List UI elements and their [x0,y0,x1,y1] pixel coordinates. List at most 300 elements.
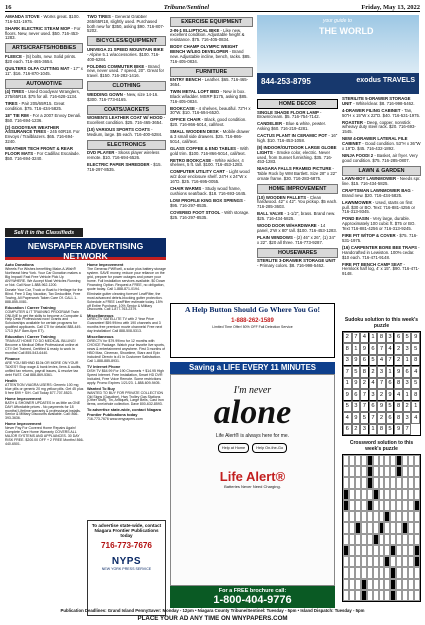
sudoku-cell: 5 [411,378,420,389]
sudoku-cell: 4 [377,355,386,366]
network-section-heading: Home Improvement [5,421,42,427]
network-left-column [5,262,84,517]
classified-ad [87,151,166,161]
ad-body: - Blue & white, pewter. Asking $60. 716-219-4281. [257,121,327,132]
issue-date: Friday, May 13, 2022 [361,3,420,11]
network-ad: The Generac PWRcell, a solar plus battery storage system. SAVE money, reduce your reliance on the grid, prepare for power outages and power your home. Full installation services available. $0 Down Financing Option. Request a FREE, no obligation, quote today. Call 1-888-871-0194. [87,267,166,291]
exodus-logo: exodus TRAVELS [356,77,415,84]
category-housewares: HOUSEWARES [257,248,338,258]
ad-title: OFFICE CHAIR [170,117,201,123]
ad-title: WEDDING GOWN [87,91,123,97]
ad-body: - 4 shelves, beautiful. 72"H x 30"W. $10. 716-694-6520. [170,105,251,116]
sudoku-cell: 1 [369,424,378,435]
lifealert-tagline: Batteries Never Need Charging. [224,483,281,489]
classified-ad [87,15,166,34]
ad-title: FOLDING COMMUTER BIKE [87,63,145,69]
ad-title: UNIVEGA 21 SPEED MOUNTAIN BIKE [87,46,164,52]
sudoku-cell: 6 [360,355,369,366]
sudoku-cell: 5 [411,343,420,354]
column-4 [257,97,338,302]
sudoku-cell: 8 [377,332,386,343]
ad-title: FIRE PIT BENCH CAMP SEAT [342,261,403,267]
sudoku-cell: 7 [377,378,386,389]
network-section-heading: TV Internet Phone [87,363,121,369]
ad-body: - New in box. Black w/ladder. MSRP $175, asking $85. 716-405-0834. [170,88,248,104]
ad-body: - 1-1/2", brass. Brand new. $25. 716-434-5825. [257,211,336,222]
network-section-heading: Wanted To Buy [87,385,115,391]
ad-title: NINJA FOODI 2 [342,152,374,158]
sudoku-cell: 5 [343,401,352,412]
sudoku-cell: 8 [394,378,403,389]
sudoku-cell: 4 [411,412,420,423]
network-ad: Donate Your Car, Truck or Boat to Heritage for the Blind. Free 3 Day Vacation, Tax Deductible, Free Towing, All Paperwork Taken Care Of. CALL 1-888-855-0081. [5,287,83,304]
classified-ad [170,159,253,169]
network-grid [5,262,166,517]
sudoku-title: Sudoku solution to this week's puzzle [344,317,419,329]
ad-body: - With gold trim. $100. 716-866-5014, call/text. [170,145,249,156]
crossword-cell [414,590,420,601]
sudoku-cell: 9 [394,366,403,377]
classified-ad [87,116,166,126]
category-lawn-garden: LAWN & GARDEN [342,166,421,176]
promo-phone: 716-773-7676 [101,541,152,551]
ad-title: COMPUTER UTILITY CART [170,169,226,175]
sudoku-cell: 3 [403,343,412,354]
crossword-cell [414,567,420,578]
sudoku-cell: 6 [386,412,395,423]
sudoku-cell: 3 [369,389,378,400]
ad-title: WEATHER TECH FRONT & REAR FLOOR MATS [5,146,73,156]
sudoku-cell: 7 [360,389,369,400]
sudoku-cell: 5 [352,366,361,377]
ad-body: - Brand new. $20. 716-434-5825. [342,188,414,198]
network-ad: COMPUTER & IT TRAINING PROGRAM! Train ONLINE to get the skills to become a Computer & Help Desk Professional now! Grants and Scholarships available for certain programs for qualified applicants. Call CTI for details! 888-449-1713 (M-F 8am-6pm ET). [5,309,83,334]
sudoku-cell: 2 [352,424,361,435]
sudoku-cell: 1 [352,343,361,354]
classified-ad [87,163,166,173]
ad-title: TWO TIRES [87,15,111,19]
ad-body: - Pair 205/65R15. Great condition. $75. 716-434-5825. [5,100,65,111]
sudoku-cell: 2 [360,378,369,389]
brochure-phone: 1-800-404-9776 [213,593,292,606]
classified-ad [342,263,421,277]
sudoku-cell: 5 [386,424,395,435]
crossword-cell [414,466,420,477]
ad-body: - Handcrafted in Lewiston. 100% cedar. $10 each. 716-471-9148. [342,244,420,260]
ad-title: (10) VARIOUS SPORTS COATS [87,126,150,132]
network-section-heading: Miscellaneous [87,334,114,340]
sudoku-cell: 6 [369,343,378,354]
ad-title: COVERED FOOT STOOL [170,209,221,215]
network-ad: DISH TV $64.99 For 190 Channels + $14.95 High Speed Internet. Free Installation, Smart HD DVR Included, Free Voice Remote. Some restrictions apply. Promo Expires 1/21/23. 1-888-609-9405. [87,368,165,385]
ad-body: - For a 2007 Envoy Denali. $50. 716-694-1236. [5,112,82,123]
nyps-promo [87,520,166,616]
crossword-title: Crossword solution to this week's puzzle [349,440,414,452]
ad-title: FIRE PIT W/TOP & COVER [342,233,396,239]
ad-body: - $75. 716-531-1975. [342,233,418,243]
ad-title: CHAIR WARMS [170,186,202,192]
classified-ad [170,170,253,184]
network-section-heading: Education / Career Training [5,334,56,340]
classified-ad [170,147,253,157]
classified-ad [87,48,166,62]
network-ad: BATH & SHOWER UPDATES in as little as ONE DAY! Affordable prices - No payments for 18 months! Lifetime warranty & professional installs. Senior & Military Discounts available. Call: 866-393-3636. [5,400,81,421]
ad-title: LOW PROFILE KING BOX SPRINGS [170,197,243,203]
crossword-cell [414,489,420,500]
classified-ad [257,111,338,121]
classified-ad [170,107,253,117]
mobilehelp-headline: A Help Button Should Go Where You Go! [184,305,321,314]
category-electronics: ELECTRONICS [87,140,166,150]
ad-title: AMANDA STOVE [5,15,40,19]
lifealert-line2: alone [213,394,292,432]
ad-title: ROASTER [342,119,364,125]
ad-body: - Light wood w/2 door enclosure shelf. 24"H x 24"W x 16"D. $25. 716-695-0055. [170,169,250,185]
mobilehelp-ad [170,303,335,358]
crossword-cell [414,455,420,466]
sudoku-cell: 1 [369,332,378,343]
sudoku-cell: 7 [403,424,412,435]
sudoku-cell: 7 [369,412,378,423]
nyps-logo-sub: NEW YORK PRESS SERVICE [101,566,152,571]
classified-ad [87,128,166,138]
sudoku-cell: 1 [411,401,420,412]
classified-ad [5,147,83,161]
ad-title: 18" TIE RIM [5,112,29,118]
network-ad: Eliminate gutter cleaning forever! LeafFilter, the most advanced debris-blocking gutter protection. Schedule a FREE LeafFilter estimate today. 15% off Entire Purchase. 10% Senior & Military Discounts. Call 1-877-763-2379. [87,291,163,312]
sudoku-cell: 2 [394,343,403,354]
category-clothing: CLOTHING [87,81,166,91]
sudoku-cell: 7 [386,355,395,366]
classified-ad [342,109,421,119]
sudoku-cell: 3 [403,412,412,423]
lifealert-banner: Saving a LIFE EVERY 11 MINUTES [170,362,335,374]
ad-title: DVD PLAYER [87,150,115,156]
brochure-banner [170,586,335,608]
classified-ad [5,102,83,112]
ad-body: - Excellent condition. $25. 716-465-3654. [87,115,166,125]
sudoku-cell: 3 [352,401,361,412]
mobilehelp-phone: 1-888-262-1589 [231,317,274,324]
sudoku-cell: 3 [377,366,386,377]
classified-ad [342,177,421,187]
crossword-cell [414,556,420,567]
classified-ad [170,130,253,144]
network-ad: ARE YOU BEHIND $10k OR MORE ON YOUR TAXES? Stop wage & bank levies, liens & audits, unfiled tax returns, payroll issues, & resolve tax debt FAST. Call 888-869-5361. [5,361,82,377]
sudoku-cell: 8 [377,424,386,435]
ad-body: - 17" x 11". $16. 716-870-1045. [5,65,83,76]
ad-body: - Smoke color, electric. Never used, from Sunset furnishing. $35. 716-453-1283. [257,149,333,165]
ad-body: - 245 60R18. For Envoys / Trailblazers. $65. 716-694-3240. [5,129,80,145]
ad-title: CANDELIER [257,121,283,127]
ad-title: SMALL WOODEN DESK [170,129,219,135]
ad-body: - Brown/cream. $5. 716-754-7142. [257,109,322,120]
crossword-cell [414,534,420,545]
brochure-text: For a FREE brochure call: [218,587,287,594]
network-section-heading: To advertise state-wide, contact Niagara Frontier Publications today [87,407,162,417]
classified-ad [170,199,253,209]
category-bicycles: BICYCLES/EQUIPMENT [87,36,166,46]
ad-title: BOOKCASE [170,105,195,111]
crossword-cell [414,579,420,590]
ad-body: - 16" high. $10. 716-453-1058. [257,133,338,143]
sudoku-cell: 2 [343,332,352,343]
page-number: 16 [5,3,12,11]
sudoku-cell: 9 [352,378,361,389]
sudoku-cell: 4 [343,412,352,423]
ad-body: - White wicker, 4 shelves, 5 ft. tall. $100. 716-453-1283. [170,157,244,168]
ad-body: - Used Goodyear Wranglers, 275/65R18. $75 for all. 716-628-1134. [5,89,80,99]
ad-title: (16) CARPENTER BORE BEE TRAPS [342,244,417,250]
ad-title: (10) WOODEN PALLETS [257,194,307,200]
mobilehelp-offer: Limited Time Offer! 50% OFF Fall Detection Service [212,325,293,330]
sudoku-cell: 2 [403,401,412,412]
classified-ad [257,236,338,246]
network-section-heading: Auto Donations [5,262,34,268]
sudoku-cell: 5 [369,355,378,366]
sudoku-cell: 4 [360,332,369,343]
ad-body: - Works great. $100. 716-531-1975. [5,15,80,24]
sell-banner: Sell it in the Classifieds [5,228,83,237]
ad-body: - Medium, large. $5 each. 716-400-6284. [87,126,163,137]
sudoku-cell: 2 [377,412,386,423]
ad-body: - New, size 14-16. $300. 716-773-6165. [87,91,159,102]
lifealert-ad [170,374,335,586]
network-ad: TRAIN AT HOME TO DO MEDICAL BILLING! Become a Medical Office Professional online at CTI! Get Trained, Certified & ready to work in months! Call 855-543-6440. [5,339,79,355]
ad-title: PLAIN WINDOWS [257,234,293,240]
classified-ad [170,211,253,221]
network-header: NEWSPAPER ADVERTISING NETWORK [5,238,166,260]
ad-body: - Brand new. Adjustable incline, bench, racks. $85. 716-405-0834. [170,48,251,64]
ad-body: - 14 panel, 2'W x 80" tall. $100. 716-453-1283. [257,223,337,233]
classified-ad [342,234,421,244]
ad-title: POND BASIN [342,216,369,222]
travel-footer-bar [257,73,419,94]
sudoku-cell: 7 [360,401,369,412]
sudoku-cell: 9 [394,424,403,435]
ad-title: LAWN-BOY LAWNMOWER [342,176,397,182]
network-ad: Wheels For Wishes benefiting Make-A-Wish® Northeast New York. Your Car Donation makes a Big Impact! Fast Free Vehicle Pick Up ANYWHERE. We Accept Most Vehicles Running or Not. Call Now 1-888-962-1200. [5,267,81,287]
ad-body: - (5) bolts, new. Solid prints. $20 each. 716-465-3654. [5,53,77,64]
ad-body: - Skoss player wireless remote. $10. 716-694-6526. [87,150,160,161]
ad-body: - White/clear. $8. 716-998-5462. [352,100,415,106]
ad-title: GLASS COFFEE & END TABLES [170,145,237,151]
network-ad: DIRECTV for $79.99/mo for 12 months with CHOICE Package. Watch your favorite live sports, news & entertainment anywhere. First 3 months of HBO Max, Cinemax, Showtime, Starz and Epix included! Directv is #1 in Customer Satisfaction. Call 1-888-885-8931. [87,339,166,363]
network-section-heading: Home Improvement [87,262,124,268]
classified-ad [87,93,166,103]
lifealert-line1: I'm never [233,385,272,396]
lifealert-sub: Life Alert® is always here for me. [215,433,290,440]
ad-title: WOOD DOOR W/HARDWARE [257,223,317,229]
sudoku-cell: 8 [394,401,403,412]
sudoku-cell: 9 [352,355,361,366]
sudoku-cell: 2 [377,389,386,400]
crossword-grid [342,454,421,602]
classified-ad [170,90,253,104]
sudoku-cell: 9 [343,389,352,400]
classified-ad [342,121,421,135]
ad-title: CACTUS PLANT IN CERAMIC POT [257,133,328,139]
classified-ad [342,246,421,260]
ad-title: CRAFTSMAN LAWNMOWER BAG [342,188,411,194]
sudoku-cell: 8 [411,355,420,366]
category-exercise: EXERCISE EQUIPMENT [170,17,253,27]
ad-title: TWIN METAL LOFT BED [170,88,220,94]
classified-ad [170,29,253,43]
ad-title: QUILTERS OLFA CUTTING MAT [5,65,70,71]
column-3 [170,15,253,300]
ad-title: 4-DRAWER FILING CABINET [342,107,401,113]
ad-body: - Deep, copper, nonstick w/heavy duty steel rack. $20. 716-693-1545. [342,119,416,135]
classified-ad [257,196,338,210]
crossword-cell [414,511,420,522]
ad-body: - With storage. $25. 716-297-8535. [170,209,250,220]
sudoku-cell: 3 [343,355,352,366]
ad-body: - Like new, excellent condition. Adjustable height & resistance. $75. 716-405-0834. [170,27,245,43]
crossword-cell [414,477,420,488]
ad-body: - Used, starts on first pull. $30 or BO. Text: 716-881-4256 or 716-313-9345. [342,199,416,215]
sudoku-cell: 4 [394,389,403,400]
ad-body: - Basket, air fryer. Very good condition. $75. 716-285-0807. [342,152,418,163]
lifealert-logo: Life Alert® [219,469,286,485]
category-arts: ARTS/CRAFTS/HOBBIES [5,43,83,53]
classified-ad [342,154,421,164]
sudoku-cell: 8 [343,343,352,354]
classified-ad [257,122,338,132]
help-on-the-go-badge: Help On-the-Go [252,443,287,453]
sudoku-cell: 9 [360,343,369,354]
classified-ad [257,167,338,181]
category-coats: COATS/JACKETS [87,105,166,115]
sudoku-cell: 4 [386,343,395,354]
classified-ad [342,97,421,107]
ad-title: BODY CHAMP OLYMPIC WEIGHT BENCH W/LEG DEVELOPER [170,44,238,54]
sudoku-cell: 3 [403,378,412,389]
sudoku-cell: 9 [411,332,420,343]
sudoku-cell: 3 [386,332,395,343]
promo-text: To advertise state-wide, contact Niagara Frontier Publications today [91,523,162,539]
ad-title: SHARK ELECTRIC STEAM MOP [5,25,71,31]
help-at-home-badge: Help at Home [218,443,249,453]
sudoku-cell: 6 [343,424,352,435]
ad-body: - Tan, 50"H x 15"W x 22"D. $40. 716-531-1975. [342,107,421,118]
ad-title: 2-IN-1 ELLIPTICAL BIKE [170,27,220,33]
sudoku-cell: 8 [360,366,369,377]
sudoku-cell: 4 [411,366,420,377]
sudoku-cell: 5 [386,401,395,412]
sudoku-cell: 9 [352,412,361,423]
ad-title: SINGLE SHADE FLOOR LAMP [257,109,319,115]
network-section-heading: Finance [5,356,20,362]
ad-title: (2) GOODYEAR WEATHER ASSURANCE TIRES [5,124,60,135]
classified-ad [5,15,83,25]
sudoku-cell: 1 [343,378,352,389]
sudoku-cell: 1 [403,389,412,400]
ad-title: NEW 4-DRAWER LATERAL FILE CABINET [342,136,408,147]
sudoku-cell: 2 [394,355,403,366]
classified-ad [257,259,338,269]
ad-body: - Needs spr. line. $15. 716-434-5825. [342,176,421,187]
network-section-heading: Miscellaneous [87,312,114,318]
deadlines-footer: Publication Deadlines: Grand Island PennySaver: Monday - 12pm • Niagara County Tribune/Sentinel: Tuesday - 5pm • Island Dispatch: Tuesday - 5pm [60,608,365,613]
crossword-cell [414,522,420,533]
sudoku-cell: 8 [394,412,403,423]
ad-title: FLEECE [5,53,22,59]
classified-ad [257,212,338,222]
ad-body: - Very large, durable. Approximately 100 cubic ft. $75 or BO. Text 716-881-4256 or 716-313-9245. [342,216,416,232]
page-header [5,3,420,12]
ad-title: ENTRY BENCH [170,77,201,83]
ad-body: - Clean hardwood. 42" x 42". You pickup. $5 each. 716-285-3603. [257,194,338,210]
sudoku-cell: 6 [403,366,412,377]
classified-ad [342,189,421,199]
network-ad: ATTENTION VIAGRA USERS: Generic 100 mg blue pills or generic 20 mg yellow pills. Get 45 plus 5 free $99 + S/H. Call Today 877-707-5523. [5,382,84,395]
ad-body: - Mobile drawer & 3 small side drawers. $25. 716-866-5014, call/text. [170,129,250,144]
sudoku-cell: 5 [360,412,369,423]
paper-name: Tribune/Sentinel [163,3,210,11]
ad-body: - Study wood frame, cushions seat/back. $18. 716-693-1645. [170,186,247,196]
ad-title: TIRES [5,100,18,106]
sudoku-cell: 7 [352,332,361,343]
classified-ad [5,126,83,145]
ad-title: RETRO BOOKCASE [170,157,212,163]
sudoku-cell: 1 [386,366,395,377]
ad-title: STERILITE 5-DRAWER STORAGE UNIT [342,97,411,106]
classified-ad [170,45,253,64]
ad-title: LAWNMOWER [342,199,372,205]
ad-title: (8) INDOOR/OUTDOOR LARGE GLOBE LIGHTS [257,144,337,155]
ad-title: NIAGARA FALLS FRAMED PICTURE [257,166,332,172]
classified-ad [5,67,83,77]
sudoku-cell: 6 [369,401,378,412]
classified-ad [257,134,338,144]
sudoku-cell: 7 [377,343,386,354]
category-furniture: FURNITURE [170,67,253,77]
sudoku-cell: 3 [360,424,369,435]
nyps-logo: NYPS [111,555,142,567]
sudoku-cell: 9 [377,401,386,412]
crossword-cell [414,500,420,511]
travel-tagline: your guide to [323,18,352,24]
sudoku-cell: 2 [369,366,378,377]
sudoku-grid [342,331,421,436]
category-home-decor: HOME DECOR [257,99,338,109]
sudoku-cell: 7 [343,366,352,377]
classified-ad [342,217,421,231]
travel-headline: THE WORLD [319,26,374,36]
exodus-travel-ad [257,15,419,94]
ad-title: BALL VALVE [257,211,284,217]
network-ad: DIRECTV SATELLITE TV with 2 Year Price Guarantee! $59.99/mo with 190 channels and 3 months free premium movie channels! Free next day installation! Call 888-508-5313. [87,317,163,334]
classified-ad [257,146,338,165]
column-1 [5,15,83,227]
classified-ad [5,90,83,100]
classified-ad [257,224,338,234]
ad-body: - Brand new, never used. 7 speed, 20". Great for travel. $150. 716-282-1416. [87,63,165,79]
ad-body: - Alpine 5.1 w/accessories. $100. 716-400-6284. [87,51,160,62]
ad-body: - Primary colors. $8. 716-998-5462. [257,263,325,269]
network-section-heading: Home Improvement [5,395,42,401]
sudoku-cell: 6 [394,332,403,343]
category-home-improvement: HOME IMPROVEMENT [257,184,338,194]
classified-ad [5,27,83,41]
network-section-heading: Health [5,377,17,383]
ad-title: STERLITE 3-DRAWER STORAGE UNIT [257,258,336,264]
place-ad-footer: PLACE YOUR AD ANY TIME ON WNYPAPERS.COM [137,615,288,622]
sudoku-cell: 1 [403,355,412,366]
network-ad: WANTED TO BUY FOR PRIVATE COLLECTION Old Signs (Gasoline), Hwy Trolley Gas Stations (Other Stuff), Tin, Antiques, Large Bells, Cast Iron items, one/whole collection. Dave 800-632-8593. [87,390,164,407]
classified-ad [5,114,83,124]
